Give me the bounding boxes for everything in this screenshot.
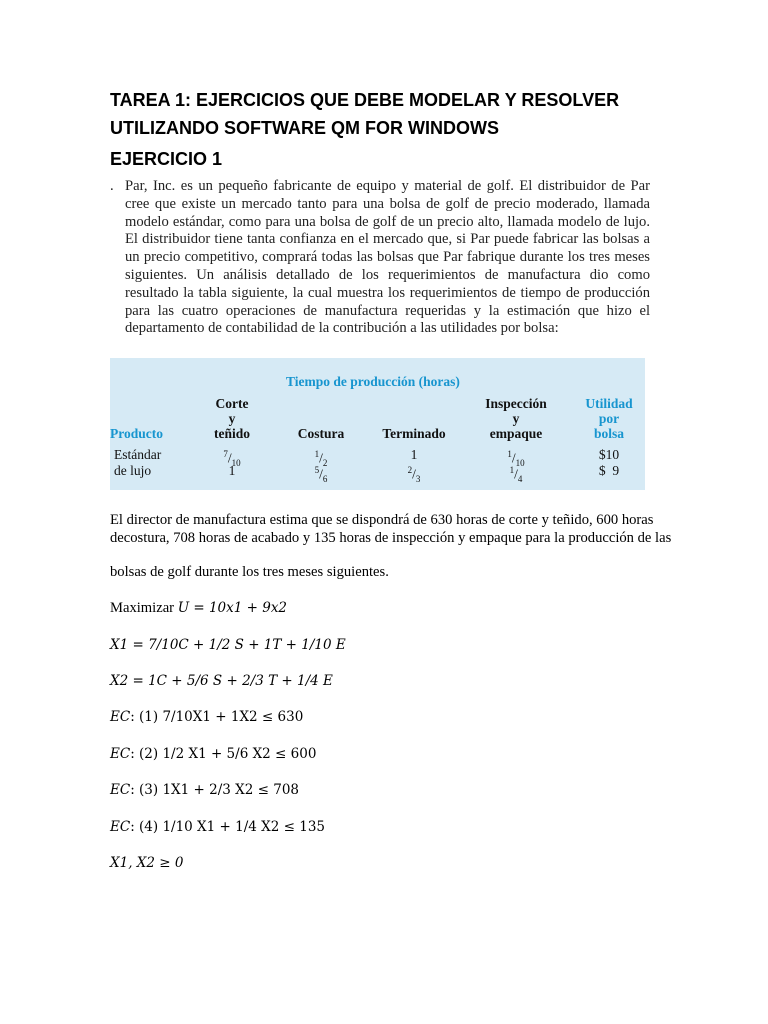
- problem-bullet: .: [110, 178, 114, 194]
- col-corte-3: teñido: [213, 426, 250, 441]
- problem-text: Par, Inc. es un pequeño fabricante de equipo y material de golf. El distribuidor de Par cree que existe un mercado tanto para una bolsa de golf de precio moderado, llamada modelo estándar, como para una bolsa de golf de un precio alto, llamada modelo de lujo. El distribuidor tiene tanta confianza en el mercado que, si Par puede fabricar las bolsas a un precio competitivo, comprará todas las bolsas que Par fabrique durante los tres meses siguientes. Un análisis detallado de los requerimientos de manufactura dio como resultado la tabla siguiente, la cual muestra los requerimientos de tiempo de producción para las cuatro operaciones de manufactura requeridas y la estimación que hizo el departamento de contabilidad de la contribución a las utilidades por bolsa:: [125, 178, 650, 337]
- nonnegativity-constraint: X1, X2 ≥ 0: [110, 855, 184, 871]
- production-time-table: [110, 358, 645, 490]
- col-utilidad-1: Utilidad: [585, 396, 633, 411]
- constraint-2-label: EC: [110, 746, 131, 762]
- constraint-4-label: EC: [110, 819, 131, 835]
- row2-terminado: $^2/_3$: [407, 465, 421, 485]
- constraint-2-text: : (2) 1/2 X1 + 5/6 X2 ≤ 600: [130, 746, 317, 762]
- constraint-1: [110, 708, 303, 726]
- col-utilidad-2: por: [598, 411, 620, 426]
- constraint-3-text: : (3) 1X1 + 2/3 X2 ≤ 708: [130, 782, 300, 798]
- table-group-header: Tiempo de producción (horas): [286, 374, 460, 389]
- constraint-1-label: EC: [110, 709, 131, 725]
- row1-inspeccion: $^1/_{10}$: [507, 449, 525, 469]
- col-costura: Costura: [297, 426, 345, 441]
- col-corte-2: y: [228, 411, 236, 426]
- col-producto: Producto: [110, 426, 163, 441]
- row1-terminado: 1: [410, 447, 418, 462]
- objective-label: Maximizar: [110, 600, 178, 616]
- equation-x2: X2 = 1C + 5/6 S + 2/3 T + 1/4 E: [110, 673, 333, 689]
- constraint-3-label: EC: [110, 782, 131, 798]
- row1-costura: $^1/_2$: [314, 449, 328, 469]
- constraint-3: [110, 781, 299, 799]
- col-inspeccion-3: empaque: [489, 426, 543, 441]
- constraint-2: [110, 745, 316, 763]
- paragraph-availability: El director de manufactura estima que se dispondrá de 630 horas de corte y teñido, 600 horas decostura, 708 horas de acabado y 135 horas de inspección y empaque para la producción de las: [110, 512, 672, 546]
- objective-expr: U = 10x1 + 9x2: [177, 600, 288, 616]
- constraint-4: [110, 818, 325, 836]
- exercise-heading: EJERCICIO 1: [110, 149, 223, 169]
- row2-inspeccion: $^1/_4$: [509, 465, 523, 485]
- row1-utilidad: $10: [598, 447, 620, 462]
- row2-producto: de lujo: [114, 463, 152, 478]
- row2-utilidad: $ 9: [598, 463, 620, 478]
- col-corte-1: Corte: [215, 396, 249, 411]
- problem-statement: [110, 178, 650, 338]
- row2-corte: 1: [228, 463, 236, 478]
- row2-costura: $^5/_6$: [314, 465, 328, 485]
- col-inspeccion-2: y: [512, 411, 520, 426]
- col-inspeccion-1: Inspección: [485, 396, 547, 411]
- objective-function: [110, 599, 287, 617]
- col-terminado: Terminado: [382, 426, 446, 441]
- col-utilidad-3: bolsa: [593, 426, 624, 441]
- row1-corte: $^7/_{10}$: [223, 449, 241, 469]
- row1-producto: Estándar: [114, 447, 162, 462]
- constraint-1-text: : (1) 7/10X1 + 1X2 ≤ 630: [130, 709, 304, 725]
- paragraph-period: bolsas de golf durante los tres meses siguientes.: [110, 564, 389, 580]
- constraint-4-text: : (4) 1/10 X1 + 1/4 X2 ≤ 135: [130, 819, 326, 835]
- equation-x1: X1 = 7/10C + 1/2 S + 1T + 1/10 E: [110, 637, 346, 653]
- document-title: TAREA 1: EJERCICIOS QUE DEBE MODELAR Y RESOLVER UTILIZANDO SOFTWARE QM FOR WINDOWS: [110, 90, 620, 138]
